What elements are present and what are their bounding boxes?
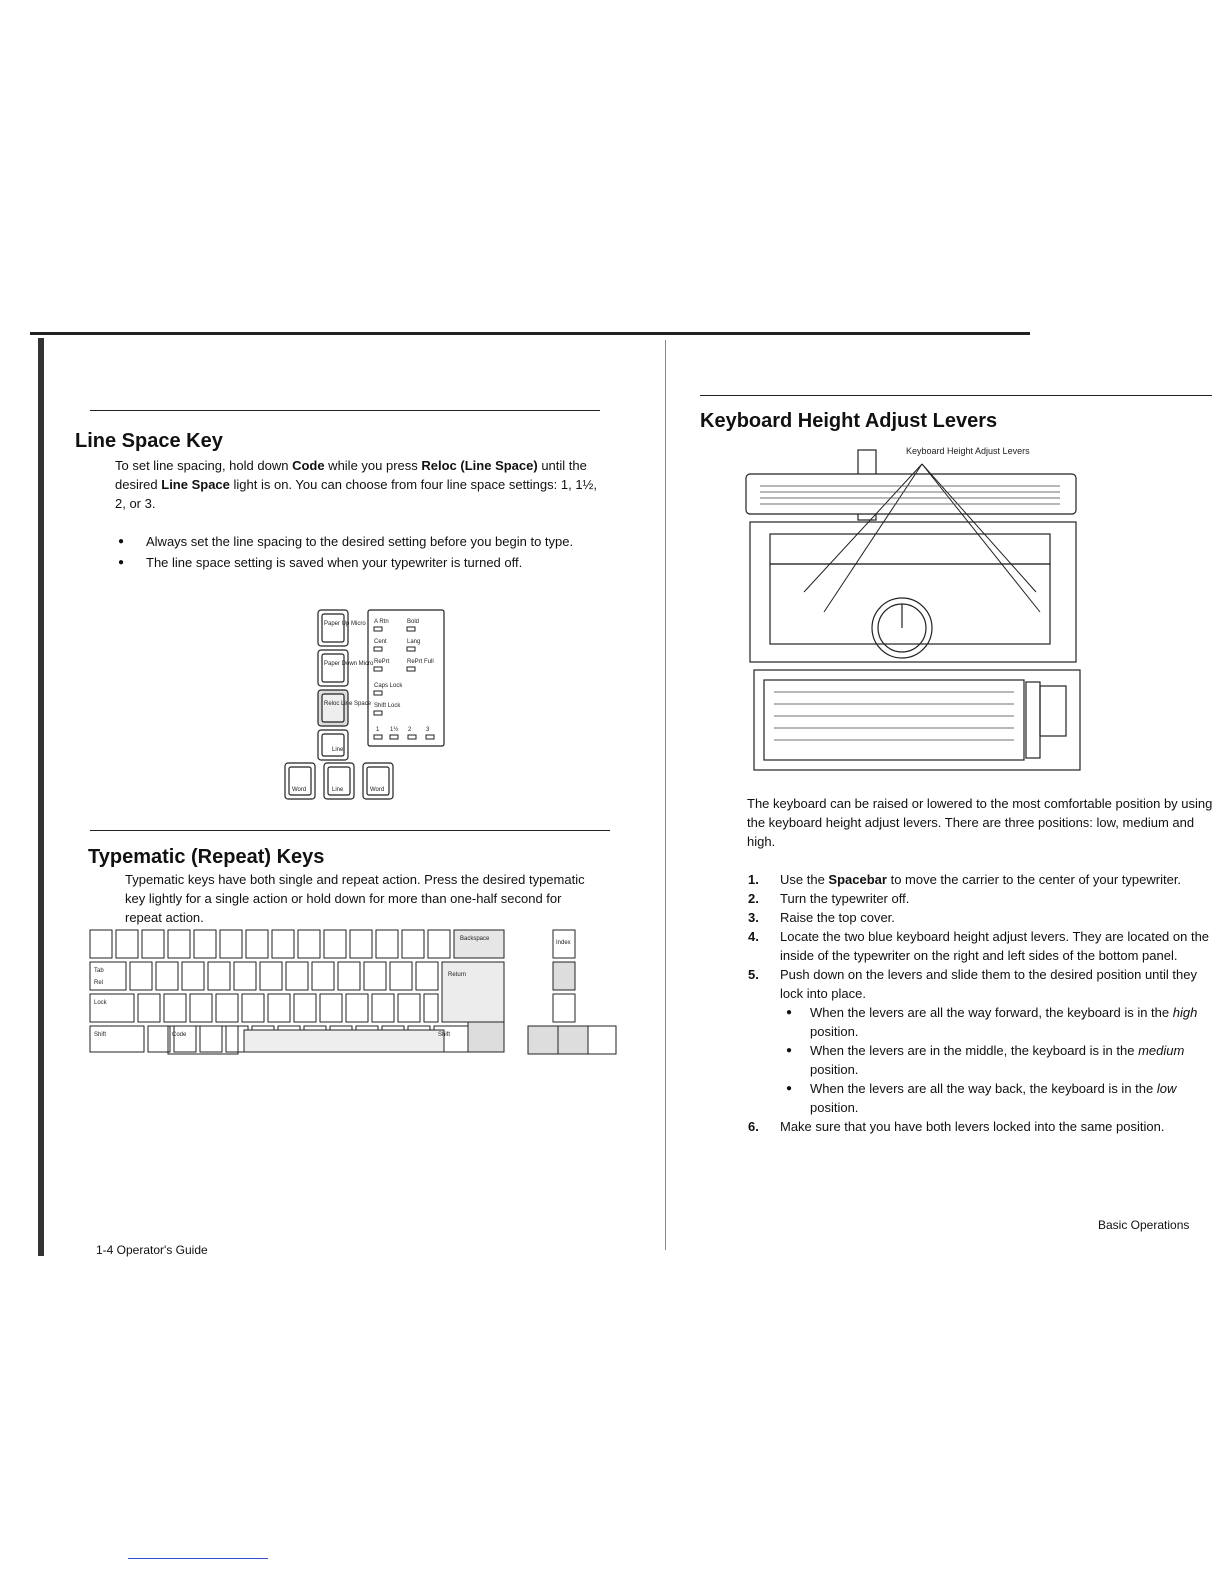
key-label: Return — [448, 972, 467, 978]
indicator-label: Cent — [374, 639, 387, 645]
key-label: Lock — [94, 1000, 107, 1006]
spacing-label: 2 — [408, 727, 412, 733]
typematic-intro: Typematic keys have both single and repeat action. Press the desired typematic key lightly for a single action or hold down for more than one-half second for repeat action. — [125, 872, 585, 925]
lever-position-bullets — [780, 1003, 1213, 1117]
key-label: Line — [332, 747, 344, 753]
scan-blue-line — [128, 1558, 268, 1559]
indicator-label: A Rtn — [374, 619, 389, 625]
section-title-typematic: Typematic (Repeat) Keys — [88, 846, 325, 868]
list-item: 6. Make sure that you have both levers locked into the same position. — [748, 1119, 1165, 1134]
key-label: Line — [332, 787, 344, 793]
keyboard-height-steps — [748, 870, 1213, 1136]
section-rule-mid-left — [90, 830, 610, 831]
list-item: 1. Use the Spacebar to move the carrier to the center of your typewriter. — [748, 872, 1182, 887]
section-title-line-space: Line Space Key — [75, 430, 223, 452]
list-item: 2. Turn the typewriter off. — [748, 891, 910, 906]
key-label: Word — [292, 787, 307, 793]
key-label: Word — [370, 787, 385, 793]
key-label: Paper Up Micro — [324, 621, 366, 627]
line-space-bullets — [118, 532, 608, 574]
indicator-label: RePrt Full — [407, 659, 434, 665]
line-space-intro: To set line spacing, hold down Code while you press Reloc (Line Space) until the desired Line Space light is on. You can choose from four line space settings: 1, 1½, 2, or 3. — [115, 458, 598, 511]
list-item: ● When the levers are all the way back, the keyboard is in the low position. — [780, 1079, 1213, 1117]
section-rule-top-left — [90, 410, 600, 411]
scan-top-border — [30, 332, 1030, 335]
spacing-label: 1 — [376, 727, 380, 733]
key-label: Reloc Line Space — [324, 701, 372, 707]
key-label: Paper Down Micro — [324, 661, 374, 667]
list-item: ● Always set the line spacing to the desired setting before you begin to type. — [118, 532, 608, 551]
key-label: Index — [556, 940, 571, 946]
key-label: Tab — [94, 968, 104, 974]
section-title-keyboard-height: Keyboard Height Adjust Levers — [700, 410, 998, 432]
list-item: ● When the levers are all the way forward, the keyboard is in the high position. — [780, 1003, 1213, 1041]
key-label: Code — [172, 1032, 187, 1038]
section-rule-top-right — [700, 395, 1212, 396]
footer-right: Basic Operations — [1098, 1218, 1190, 1232]
list-item: ● When the levers are in the middle, the keyboard is in the medium position. — [780, 1041, 1213, 1079]
spacing-label: 1½ — [390, 727, 399, 733]
scan-left-edge — [38, 338, 44, 1256]
key-label: Rel — [94, 980, 104, 986]
list-item: 5. Push down on the levers and slide them to the desired position until they lock into place. ● When the levers are all the way forward, the keyboard is in the high position. ● When the levers are in the middle, the keyboard is in the medium position. ● When the levers are all the way back, the keyboard is in the low position. — [748, 965, 1213, 1117]
list-item: 4. Locate the two blue keyboard height adjust levers. They are located on the inside of the typewriter on the right and left sides of the bottom panel. — [748, 929, 1210, 963]
figure-callout: Keyboard Height Adjust Levers — [906, 446, 1030, 456]
keyboard-height-intro: The keyboard can be raised or lowered to the most comfortable position by using the keyboard height adjust levers. There are three positions: low, medium and high. — [747, 796, 1213, 849]
indicator-label: Bold — [407, 619, 420, 625]
key-label: Shift — [94, 1032, 107, 1038]
key-label: Backspace — [460, 936, 490, 942]
footer-left: 1-4 Operator's Guide — [96, 1243, 208, 1257]
list-item: ● The line space setting is saved when your typewriter is turned off. — [118, 553, 608, 572]
indicator-label: Caps Lock — [374, 683, 403, 689]
keypad-figure — [280, 605, 450, 805]
page-gutter — [665, 340, 666, 1250]
typewriter-figure — [740, 442, 1090, 772]
spacing-label: 3 — [426, 727, 430, 733]
indicator-label: RePrt — [374, 659, 390, 665]
indicator-label: Shift Lock — [374, 703, 401, 709]
list-item: 3. Raise the top cover. — [748, 910, 895, 925]
key-label: Shift — [438, 1032, 451, 1038]
typematic-keyboard-figure — [88, 926, 618, 1056]
indicator-label: Lang — [407, 639, 421, 645]
